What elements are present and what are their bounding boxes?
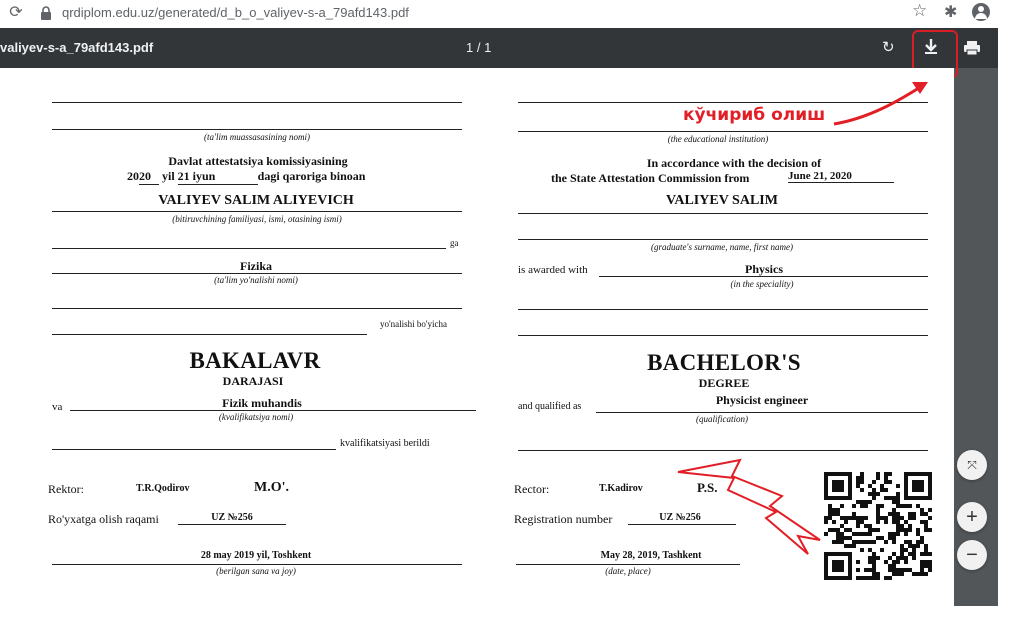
left-rector-label: Rektor:: [48, 482, 84, 496]
pdf-viewer: [0, 28, 998, 606]
pdf-toolbar: [0, 28, 998, 68]
left-decision-date: 2020 yil 21 iyun dagi qaroriga binoan: [127, 169, 366, 183]
lock-icon: [38, 5, 54, 21]
left-qualification-caption: (kvalifikatsiya nomi): [218, 412, 294, 422]
right-date-place-caption: (date, place): [605, 566, 651, 576]
profile-icon[interactable]: [972, 3, 990, 21]
right-decision-date: June 21, 2020: [788, 170, 894, 183]
right-qualification-caption: (qualification): [696, 414, 748, 424]
browser-address-bar: [0, 0, 1024, 26]
right-qualification: Physicist engineer: [715, 393, 809, 407]
left-rector-name: T.R.Qodirov: [136, 483, 190, 494]
left-date-place: 28 may 2019 yil, Toshkent: [200, 550, 312, 561]
right-rector-label: Rector:: [514, 482, 550, 496]
right-reg-number: UZ №256: [659, 512, 701, 523]
right-graduate-name: VALIYEV SALIM: [666, 193, 778, 208]
right-degree-sub: DEGREE: [698, 376, 750, 390]
right-date-place: May 28, 2019, Tashkent: [600, 550, 702, 561]
right-decision-line1: In accordance with the decision of: [646, 156, 822, 170]
right-decision-line2: the State Attestation Commission from: [551, 171, 750, 185]
qr-code: [824, 472, 932, 580]
left-qualification-given: kvalifikatsiyasi berildi: [340, 438, 430, 449]
left-name-caption: (bitiruvchining familiyasi, ismi, otasining ismi): [172, 214, 342, 224]
left-date-place-caption: (berilgan sana va joy): [216, 566, 296, 576]
left-ga: ga: [450, 238, 459, 248]
right-seal: P.S.: [697, 480, 718, 495]
right-institution-caption: (the educational institution): [667, 134, 769, 144]
left-graduate-name: VALIYEV SALIM ALIYEVICH: [158, 193, 354, 208]
pdf-page: [0, 68, 954, 606]
extensions-icon[interactable]: ✱: [944, 4, 958, 21]
left-qualification: Fizik muhandis: [222, 396, 302, 410]
url-text[interactable]: qrdiplom.edu.uz/generated/d_b_o_valiyev-s-a_79afd143.pdf: [62, 5, 409, 20]
rotate-icon[interactable]: ↻: [882, 39, 895, 56]
right-rector-name: T.Kadirov: [599, 483, 643, 494]
right-field: Physics: [744, 262, 784, 276]
left-field-caption: (ta'lim yo'nalishi nomi): [214, 275, 298, 285]
right-qualified-label: and qualified as: [518, 401, 582, 412]
left-field: Fizika: [240, 259, 272, 273]
page-count: 1 / 1: [466, 40, 492, 55]
left-reg-label: Ro'yxatga olish raqami: [48, 512, 159, 526]
print-icon[interactable]: [962, 38, 982, 58]
fit-page-icon[interactable]: ⤧: [957, 450, 987, 480]
left-seal: M.O'.: [254, 480, 289, 495]
right-name-caption: (graduate's surname, name, first name): [651, 242, 793, 252]
zigzag-arrow-annotation: [670, 458, 830, 558]
right-degree: BACHELOR'S: [647, 350, 801, 375]
left-va: va: [52, 401, 63, 413]
download-annotation-label: кўчириб олиш: [683, 105, 826, 125]
zoom-in-icon[interactable]: +: [957, 502, 987, 532]
left-degree-sub: DARAJASI: [222, 374, 284, 388]
right-awarded-label: is awarded with: [518, 264, 588, 276]
star-icon[interactable]: ☆: [912, 1, 928, 20]
right-field-caption: (in the speciality): [730, 279, 794, 289]
left-commission-line: Davlat attestatsiya komissiyasining: [168, 154, 348, 168]
left-institution-caption: (ta'lim muassasasining nomi): [204, 132, 310, 142]
file-title: valiyev-s-a_79afd143.pdf: [0, 40, 154, 55]
left-direction-text: yo'nalishi bo'yicha: [380, 319, 447, 329]
left-reg-number: UZ №256: [211, 512, 253, 523]
right-reg-label: Registration number: [514, 512, 613, 526]
left-degree: BAKALAVR: [189, 348, 321, 373]
reload-icon[interactable]: ⟳: [9, 4, 23, 21]
zoom-out-icon[interactable]: −: [957, 540, 987, 570]
